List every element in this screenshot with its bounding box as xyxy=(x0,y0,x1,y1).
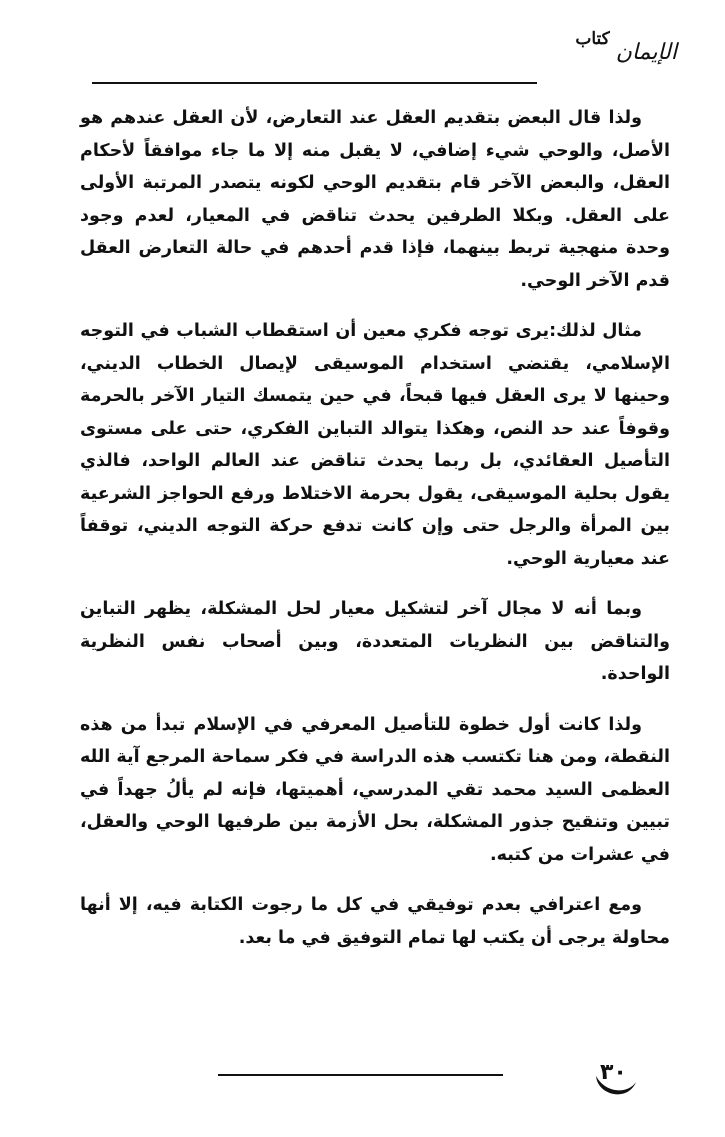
page-number-ornament xyxy=(592,1060,640,1102)
book-title-logo xyxy=(575,29,677,65)
paragraph-2: مثال لذلك:يرى توجه فكري معين أن استقطاب الشباب في التوجه الإسلامي، يقتضي استخدام الموسيقى لإيصال الخطاب الديني، وحينها لا يرى العقل فيها قبحاً، في حين يتمسك التيار الآخر بالحرمة وقوفاً عند حد النص، وهكذا يتوالد التباين الفكري، حتى على مستوى التأصيل العقائدي، بل ربما يحدث تناقض عند العالم الواحد، فالذي يقول بحلية الموسيقى، يقول بحرمة الاختلاط ورفع الحواجز الشرعية بين المرأة والرجل حتى وإن كانت تدفع حركة التوجه الديني، توقفاً عند معيارية الوحي. xyxy=(80,321,670,569)
paragraph-3: وبما أنه لا مجال آخر لتشكيل معيار لحل المشكلة، يظهر التباين والتناقض بين النظريات المتعددة، وبين أصحاب نفس النظرية الواحدة. xyxy=(80,599,670,684)
footer-rule xyxy=(218,1074,503,1076)
book-title: الإيمان xyxy=(615,40,677,65)
page-body xyxy=(80,102,670,972)
book-label: كتاب xyxy=(575,29,610,49)
running-header xyxy=(92,30,677,90)
header-rule xyxy=(92,82,537,84)
paragraph-4: ولذا كانت أول خطوة للتأصيل المعرفي في الإسلام تبدأ من هذه النقطة، ومن هنا تكتسب هذه الدراسة في فكر سماحة المرجع آية الله العظمى السيد محمد تقي المدرسي، أهميتها، فإنه لم يألُ جهداً في تبيين وتنقيح جذور المشكلة، بحل الأزمة بين طرفيها الوحي والعقل، في عشرات من كتبه. xyxy=(79,714,670,865)
page-number: ٣٠ xyxy=(600,1060,627,1085)
paragraph-1: ولذا قال البعض بتقديم العقل عند التعارض، لأن العقل عندهم هو الأصل، والوحي شيء إضافي، لا يقبل منه إلا ما جاء موافقاً لأحكام العقل، والبعض الآخر قام بتقديم الوحي لكونه يتصدر المرتبة الأولى على العقل. وبكلا الطرفين يحدث تناقض في المعيار، لعدم وجود وحدة منهجية تربط بينهما، فإذا قدم أحدهم في حالة التعارض العقل قدم الآخر الوحي. xyxy=(80,108,670,291)
paragraph-5: ومع اعترافي بعدم توفيقي في كل ما رجوت الكتابة فيه، إلا أنها محاولة يرجى أن يكتب لها تمام التوفيق في ما بعد. xyxy=(80,895,670,948)
